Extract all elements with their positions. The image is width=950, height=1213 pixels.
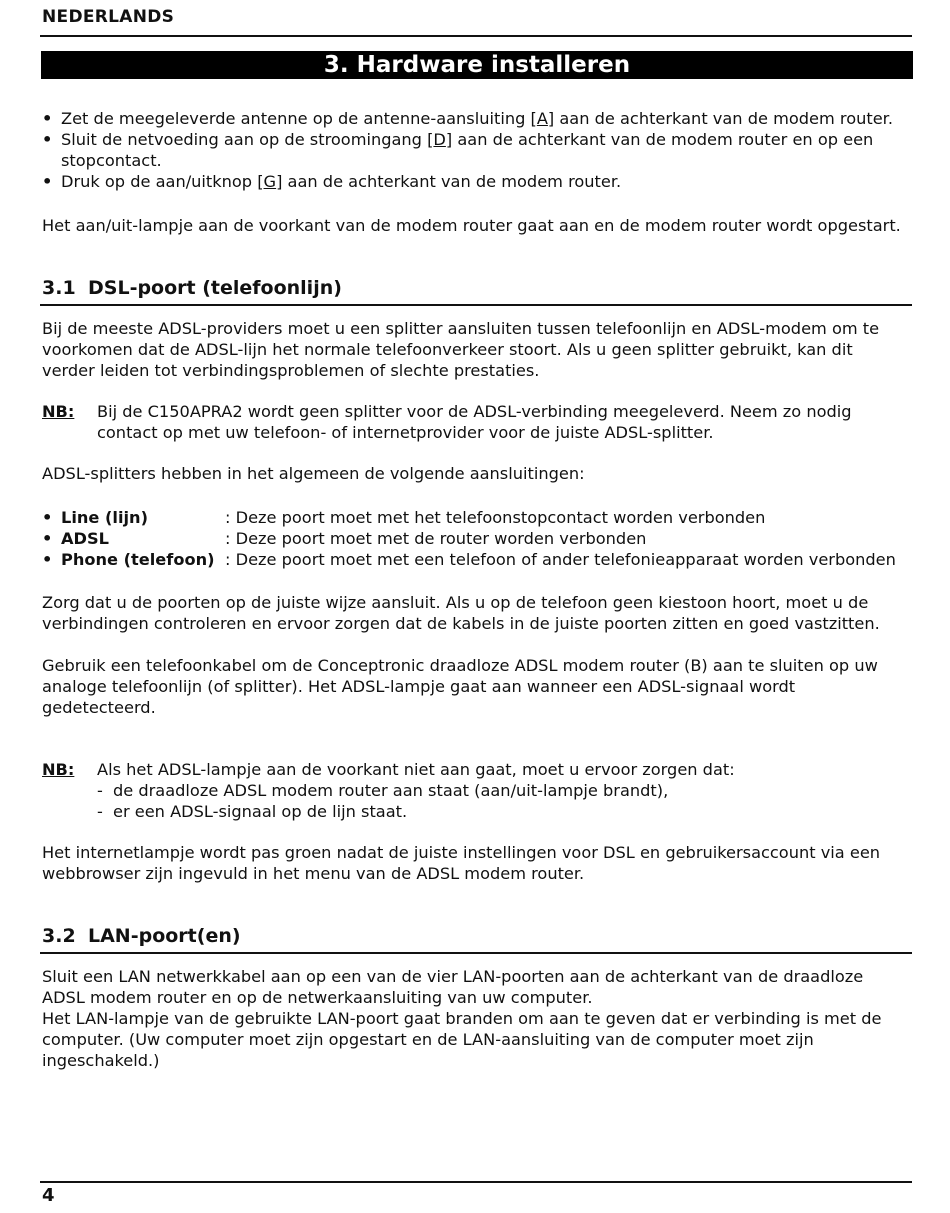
section-3-2-rule	[40, 952, 912, 954]
splitter-ports-list	[42, 507, 910, 570]
note-text: Als het ADSL-lampje aan de voorkant niet aan gaat, moet u ervoor zorgen dat:	[97, 760, 735, 779]
intro-bullet-item: • Sluit de netvoeding aan op de stroomingang [D] aan de achterkant van de modem router en op een stopcontact.	[42, 129, 910, 171]
section-3-1-paragraph-1: Bij de meeste ADSL-providers moet u een splitter aansluiten tussen telefoonlijn en ADSL-modem om te voorkomen dat de ADSL-lijn het normale telefoonverkeer stoort. Als u geen splitter gebruikt, kan dit verder leiden tot verbindingsproblemen of slechte prestaties.	[42, 319, 880, 380]
section-3-1-paragraph-4: Gebruik een telefoonkabel om de Conceptronic draadloze ADSL modem router (B) aan te sluiten op uw analoge telefoonlijn (of splitter). Het ADSL-lampje gaat aan wanneer een ADSL-signaal wordt gedetecteerd.	[42, 656, 878, 717]
intro-bullet-list	[42, 108, 910, 192]
header-language: NEDERLANDS	[42, 7, 175, 27]
section-3-1-paragraph-2: ADSL-splitters hebben in het algemeen de volgende aansluitingen:	[42, 464, 585, 483]
section-3-2-heading: 3.2 LAN-poort(en)	[42, 925, 241, 947]
connector-label-d: D	[433, 130, 446, 149]
section-3-1-paragraph-5: Het internetlampje wordt pas groen nadat de juiste instellingen voor DSL en gebruikersaccount via een webbrowser zijn ingevuld in het menu van de ADSL modem router.	[42, 843, 881, 883]
chapter-title: 3. Hardware installeren	[41, 51, 913, 79]
intro-bullet-item: • Druk op de aan/uitknop [G] aan de achterkant van de modem router.	[42, 171, 910, 192]
connector-label-a: A	[536, 109, 548, 128]
port-item: • ADSL : Deze poort moet met de router worden verbonden	[42, 528, 910, 549]
section-3-2-paragraph-2: Het LAN-lampje van de gebruikte LAN-poort gaat branden om aan te geven dat er verbinding is met de computer. (Uw computer moet zijn opgestart en de LAN-aansluiting van de computer moet zijn ingeschakeld.)	[42, 1009, 882, 1070]
section-3-1-paragraph-3: Zorg dat u de poorten op de juiste wijze aansluit. Als u op de telefoon geen kiestoon hoort, moet u de verbindingen controleren en ervoor zorgen dat de kabels in de juiste poorten zitten en goed vastzitten.	[42, 593, 880, 633]
intro-bullet-item: • Zet de meegeleverde antenne op de antenne-aansluiting [A] aan de achterkant van de modem router.	[42, 108, 910, 129]
note-checklist-item: - er een ADSL-signaal op de lijn staat.	[97, 801, 910, 822]
note-checklist	[97, 780, 910, 822]
section-3-1-heading: 3.1 DSL-poort (telefoonlijn)	[42, 277, 342, 299]
note-label: NB:	[42, 402, 75, 421]
footer-rule	[40, 1181, 912, 1183]
note-checklist-item: - de draadloze ADSL modem router aan staat (aan/uit-lampje brandt),	[97, 780, 910, 801]
connector-label-g: G	[263, 172, 277, 191]
intro-paragraph: Het aan/uit-lampje aan de voorkant van de modem router gaat aan en de modem router wordt opgestart.	[42, 216, 901, 235]
note-adsl-lamp	[42, 759, 910, 822]
note-text: Bij de C150APRA2 wordt geen splitter voor de ADSL-verbinding meegeleverd. Neem zo nodig contact op met uw telefoon- of internetprovider voor de juiste ADSL-splitter.	[97, 402, 852, 442]
note-splitter	[42, 401, 910, 443]
note-label: NB:	[42, 760, 75, 779]
page-number: 4	[42, 1185, 55, 1206]
header-rule	[40, 35, 912, 37]
section-3-1-rule	[40, 304, 912, 306]
section-3-2-paragraph-1: Sluit een LAN netwerkkabel aan op een van de vier LAN-poorten aan de achterkant van de draadloze ADSL modem router en op de netwerkaansluiting van uw computer.	[42, 967, 864, 1007]
section-3-2-body	[42, 966, 910, 1071]
port-item: • Phone (telefoon) : Deze poort moet met een telefoon of ander telefonieapparaat worden verbonden	[42, 549, 910, 570]
port-item: • Line (lijn) : Deze poort moet met het telefoonstopcontact worden verbonden	[42, 507, 910, 528]
